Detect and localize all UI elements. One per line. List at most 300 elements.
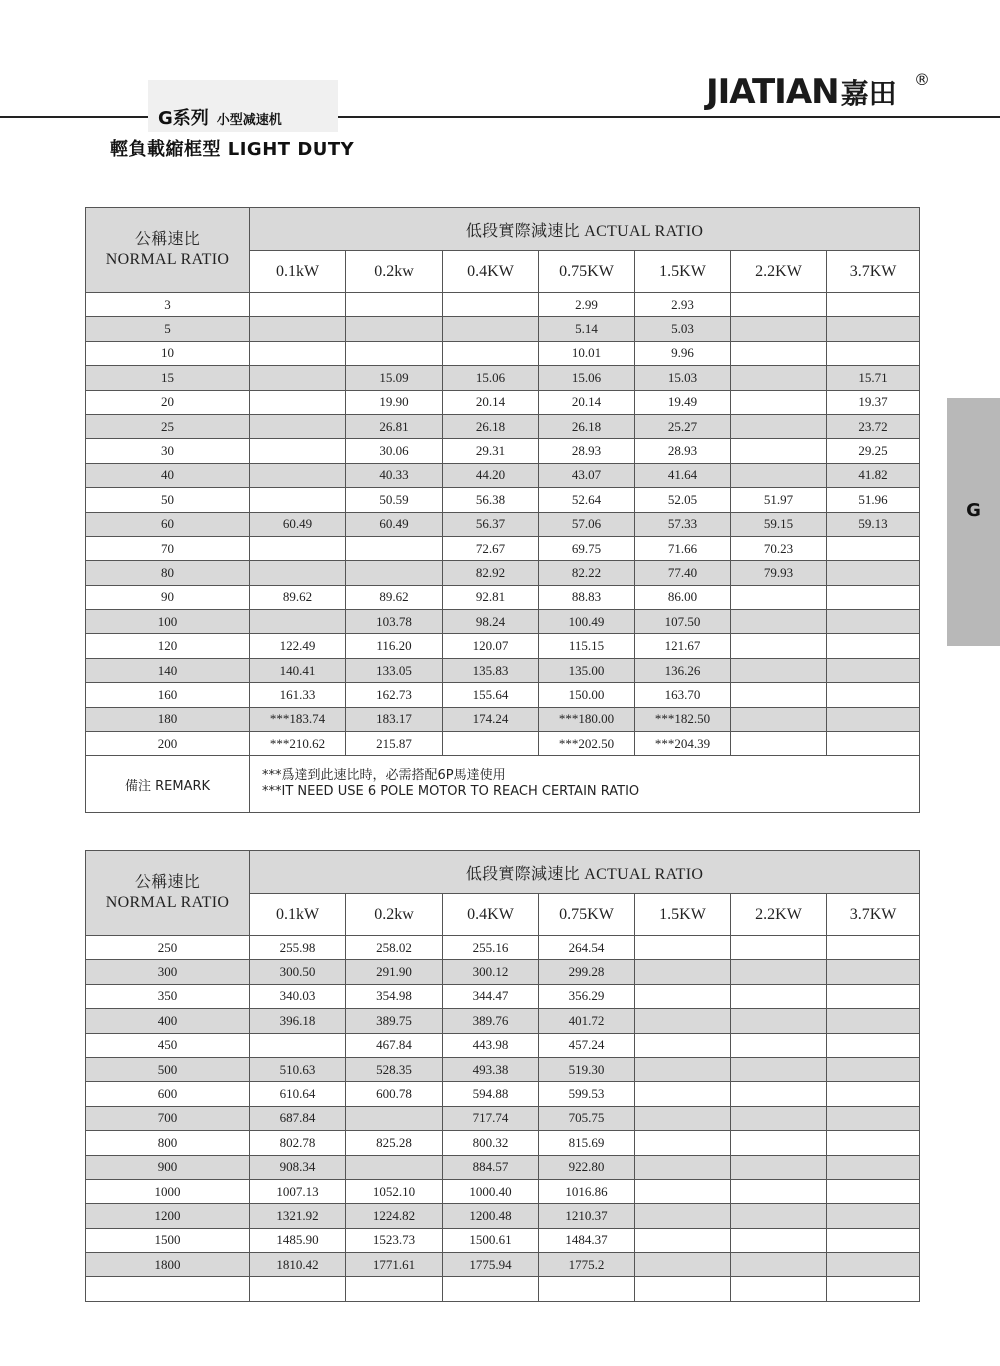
actual-ratio-cell: 183.17 — [346, 707, 443, 731]
actual-ratio-cell — [731, 463, 827, 487]
actual-ratio-cell — [731, 658, 827, 682]
actual-ratio-cell: 116.20 — [346, 634, 443, 658]
actual-ratio-cell: 71.66 — [635, 536, 731, 560]
actual-ratio-cell: 26.18 — [539, 414, 635, 438]
power-header: 0.4KW — [443, 251, 539, 293]
actual-ratio-cell: 52.05 — [635, 488, 731, 512]
actual-ratio-cell — [731, 610, 827, 634]
actual-ratio-cell — [731, 317, 827, 341]
actual-ratio-cell — [250, 390, 346, 414]
actual-ratio-cell: 705.75 — [539, 1106, 635, 1130]
actual-ratio-cell: 30.06 — [346, 439, 443, 463]
actual-ratio-cell — [731, 1033, 827, 1057]
nominal-ratio-label-en: NORMAL RATIO — [105, 251, 230, 268]
actual-ratio-cell — [250, 1277, 346, 1301]
actual-ratio-cell: 120.07 — [443, 634, 539, 658]
actual-ratio-cell: 1775.94 — [443, 1253, 539, 1277]
nominal-ratio-cell: 140 — [86, 658, 250, 682]
table-row — [86, 936, 920, 960]
section-tab — [947, 398, 1000, 646]
actual-ratio-cell: 15.03 — [635, 366, 731, 390]
actual-ratio-cell: 140.41 — [250, 658, 346, 682]
table-row — [86, 1033, 920, 1057]
actual-ratio-cell: 136.26 — [635, 658, 731, 682]
actual-ratio-cell: 264.54 — [539, 936, 635, 960]
nominal-ratio-cell: 350 — [86, 984, 250, 1008]
power-header: 0.75KW — [539, 251, 635, 293]
actual-ratio-cell — [443, 293, 539, 317]
actual-ratio-cell: 79.93 — [731, 561, 827, 585]
actual-ratio-cell — [731, 1106, 827, 1130]
nominal-ratio-cell: 90 — [86, 585, 250, 609]
actual-ratio-cell — [635, 936, 731, 960]
nominal-ratio-cell: 1200 — [86, 1204, 250, 1228]
nominal-ratio-cell: 900 — [86, 1155, 250, 1179]
section-tab-label: G — [966, 500, 981, 521]
actual-ratio-cell — [827, 1179, 920, 1203]
actual-ratio-cell — [250, 488, 346, 512]
actual-ratio-cell: 599.53 — [539, 1082, 635, 1106]
actual-ratio-cell: 825.28 — [346, 1131, 443, 1155]
actual-ratio-cell — [731, 960, 827, 984]
actual-ratio-cell — [827, 634, 920, 658]
table-row — [86, 1106, 920, 1130]
table-row — [86, 463, 920, 487]
actual-ratio-cell — [827, 707, 920, 731]
table-row — [86, 1082, 920, 1106]
table-row — [86, 960, 920, 984]
actual-ratio-cell — [827, 683, 920, 707]
actual-ratio-cell: 19.90 — [346, 390, 443, 414]
actual-ratio-cell: ***183.74 — [250, 707, 346, 731]
nominal-ratio-cell: 1000 — [86, 1179, 250, 1203]
brand-logo — [706, 72, 897, 112]
actual-ratio-cell: 28.93 — [635, 439, 731, 463]
nominal-ratio-cell: 40 — [86, 463, 250, 487]
actual-ratio-cell: 77.40 — [635, 561, 731, 585]
actual-ratio-cell — [827, 936, 920, 960]
actual-ratio-cell: 20.14 — [443, 390, 539, 414]
actual-ratio-cell: 1016.86 — [539, 1179, 635, 1203]
actual-ratio-cell — [827, 585, 920, 609]
nominal-ratio-cell: 120 — [86, 634, 250, 658]
actual-ratio-cell: 50.59 — [346, 488, 443, 512]
actual-ratio-cell — [539, 1277, 635, 1301]
actual-ratio-cell — [827, 984, 920, 1008]
actual-ratio-cell — [827, 317, 920, 341]
actual-ratio-cell: 1000.40 — [443, 1179, 539, 1203]
actual-ratio-cell: 467.84 — [346, 1033, 443, 1057]
ratio-table-low — [85, 207, 920, 813]
actual-ratio-cell: 15.06 — [539, 366, 635, 390]
actual-ratio-cell — [731, 439, 827, 463]
actual-ratio-cell: 72.67 — [443, 536, 539, 560]
actual-ratio-cell — [250, 414, 346, 438]
actual-ratio-cell: 255.16 — [443, 936, 539, 960]
actual-ratio-cell — [731, 390, 827, 414]
table-row — [86, 707, 920, 731]
actual-ratio-cell: 41.82 — [827, 463, 920, 487]
table-row — [86, 585, 920, 609]
actual-ratio-cell: 29.25 — [827, 439, 920, 463]
actual-ratio-cell — [635, 1204, 731, 1228]
table-row — [86, 1009, 920, 1033]
table-row — [86, 1057, 920, 1081]
power-header: 0.4KW — [443, 894, 539, 936]
actual-ratio-cell: 1007.13 — [250, 1179, 346, 1203]
power-header: 0.75KW — [539, 894, 635, 936]
nominal-ratio-cell: 800 — [86, 1131, 250, 1155]
actual-ratio-cell — [827, 658, 920, 682]
actual-ratio-cell: 69.75 — [539, 536, 635, 560]
actual-ratio-cell: 88.83 — [539, 585, 635, 609]
table-row — [86, 658, 920, 682]
table-row — [86, 1179, 920, 1203]
table-row — [86, 512, 920, 536]
actual-ratio-cell: 15.09 — [346, 366, 443, 390]
series-name: G系列 — [158, 108, 209, 129]
actual-ratio-cell: 356.29 — [539, 984, 635, 1008]
actual-ratio-cell: 26.81 — [346, 414, 443, 438]
actual-ratio-cell — [443, 1277, 539, 1301]
actual-ratio-cell — [346, 317, 443, 341]
actual-ratio-cell: 23.72 — [827, 414, 920, 438]
actual-ratio-cell: ***182.50 — [635, 707, 731, 731]
actual-ratio-cell — [731, 414, 827, 438]
table-row — [86, 366, 920, 390]
table-row — [86, 1155, 920, 1179]
actual-ratio-cell — [635, 1253, 731, 1277]
table-row — [86, 293, 920, 317]
nominal-ratio-cell: 160 — [86, 683, 250, 707]
nominal-ratio-cell: 300 — [86, 960, 250, 984]
actual-ratio-cell — [443, 317, 539, 341]
actual-ratio-cell: 396.18 — [250, 1009, 346, 1033]
actual-ratio-cell: 1321.92 — [250, 1204, 346, 1228]
actual-ratio-cell — [346, 1277, 443, 1301]
table-row — [86, 341, 920, 365]
actual-ratio-cell: 162.73 — [346, 683, 443, 707]
actual-ratio-cell: 354.98 — [346, 984, 443, 1008]
table-row — [86, 390, 920, 414]
table-row — [86, 414, 920, 438]
table-row — [86, 536, 920, 560]
actual-ratio-cell: 135.00 — [539, 658, 635, 682]
actual-ratio-cell — [731, 341, 827, 365]
nominal-ratio-cell: 600 — [86, 1082, 250, 1106]
nominal-ratio-label-cn: 公稱速比 — [134, 231, 201, 248]
actual-ratio-header: 低段實際減速比 ACTUAL RATIO — [250, 851, 920, 894]
power-header: 0.2kw — [346, 894, 443, 936]
actual-ratio-cell: 86.00 — [635, 585, 731, 609]
actual-ratio-cell: 443.98 — [443, 1033, 539, 1057]
actual-ratio-cell: 57.33 — [635, 512, 731, 536]
actual-ratio-cell — [827, 1131, 920, 1155]
actual-ratio-cell — [827, 1057, 920, 1081]
actual-ratio-cell: 150.00 — [539, 683, 635, 707]
actual-ratio-cell — [250, 366, 346, 390]
actual-ratio-cell — [731, 1009, 827, 1033]
actual-ratio-cell: 908.34 — [250, 1155, 346, 1179]
actual-ratio-cell — [731, 732, 827, 756]
actual-ratio-cell — [827, 561, 920, 585]
actual-ratio-cell — [731, 707, 827, 731]
actual-ratio-cell — [250, 1033, 346, 1057]
power-header: 3.7KW — [827, 251, 920, 293]
actual-ratio-cell: 15.71 — [827, 366, 920, 390]
series-subtitle: 小型减速机 — [216, 113, 282, 128]
actual-ratio-cell: 26.18 — [443, 414, 539, 438]
nominal-ratio-cell: 3 — [86, 293, 250, 317]
actual-ratio-cell: 122.49 — [250, 634, 346, 658]
actual-ratio-cell: 82.22 — [539, 561, 635, 585]
actual-ratio-cell: 28.93 — [539, 439, 635, 463]
table-row — [86, 610, 920, 634]
actual-ratio-cell — [346, 536, 443, 560]
table-row — [86, 488, 920, 512]
actual-ratio-cell: 610.64 — [250, 1082, 346, 1106]
actual-ratio-cell — [731, 936, 827, 960]
actual-ratio-cell: 82.92 — [443, 561, 539, 585]
actual-ratio-cell: 687.84 — [250, 1106, 346, 1130]
actual-ratio-cell: ***210.62 — [250, 732, 346, 756]
nominal-ratio-cell: 250 — [86, 936, 250, 960]
actual-ratio-cell: 510.63 — [250, 1057, 346, 1081]
actual-ratio-cell — [346, 341, 443, 365]
page-subtitle: 輕負載縮框型 LIGHT DUTY — [110, 139, 355, 160]
power-header: 0.1kW — [250, 894, 346, 936]
actual-ratio-cell: 1775.2 — [539, 1253, 635, 1277]
nominal-ratio-header — [86, 851, 250, 936]
actual-ratio-cell: 1052.10 — [346, 1179, 443, 1203]
actual-ratio-cell — [250, 341, 346, 365]
actual-ratio-cell: ***204.39 — [635, 732, 731, 756]
actual-ratio-cell — [346, 561, 443, 585]
actual-ratio-cell: 52.64 — [539, 488, 635, 512]
actual-ratio-cell — [731, 984, 827, 1008]
actual-ratio-cell: 300.50 — [250, 960, 346, 984]
actual-ratio-cell: 1224.82 — [346, 1204, 443, 1228]
remark-label: 備注 REMARK — [86, 756, 250, 813]
actual-ratio-cell — [731, 634, 827, 658]
actual-ratio-cell — [635, 1155, 731, 1179]
power-header: 0.1kW — [250, 251, 346, 293]
actual-ratio-cell: 89.62 — [250, 585, 346, 609]
actual-ratio-cell: 40.33 — [346, 463, 443, 487]
actual-ratio-cell: 41.64 — [635, 463, 731, 487]
actual-ratio-cell: 43.07 — [539, 463, 635, 487]
actual-ratio-cell — [443, 341, 539, 365]
actual-ratio-cell — [635, 984, 731, 1008]
actual-ratio-cell: 174.24 — [443, 707, 539, 731]
actual-ratio-cell: 389.76 — [443, 1009, 539, 1033]
nominal-ratio-label-en: NORMAL RATIO — [105, 894, 230, 911]
actual-ratio-cell — [827, 1228, 920, 1252]
nominal-ratio-cell: 10 — [86, 341, 250, 365]
actual-ratio-cell: 389.75 — [346, 1009, 443, 1033]
actual-ratio-cell: 70.23 — [731, 536, 827, 560]
actual-ratio-cell — [731, 1204, 827, 1228]
actual-ratio-cell: 815.69 — [539, 1131, 635, 1155]
actual-ratio-cell: 300.12 — [443, 960, 539, 984]
actual-ratio-cell: 2.99 — [539, 293, 635, 317]
actual-ratio-cell: 60.49 — [346, 512, 443, 536]
actual-ratio-cell — [827, 1253, 920, 1277]
actual-ratio-cell — [635, 1106, 731, 1130]
actual-ratio-cell: 1810.42 — [250, 1253, 346, 1277]
actual-ratio-cell: 59.15 — [731, 512, 827, 536]
actual-ratio-cell — [346, 293, 443, 317]
actual-ratio-cell: 5.03 — [635, 317, 731, 341]
nominal-ratio-cell: 20 — [86, 390, 250, 414]
actual-ratio-cell: 133.05 — [346, 658, 443, 682]
actual-ratio-cell: 121.67 — [635, 634, 731, 658]
actual-ratio-cell: 5.14 — [539, 317, 635, 341]
actual-ratio-cell — [827, 1277, 920, 1301]
ratio-table-high — [85, 850, 920, 1302]
actual-ratio-cell: 161.33 — [250, 683, 346, 707]
table-row — [86, 984, 920, 1008]
actual-ratio-cell: 717.74 — [443, 1106, 539, 1130]
table-row — [86, 634, 920, 658]
actual-ratio-cell: 57.06 — [539, 512, 635, 536]
actual-ratio-cell — [731, 1228, 827, 1252]
nominal-ratio-header — [86, 208, 250, 293]
nominal-ratio-cell: 50 — [86, 488, 250, 512]
actual-ratio-cell: 10.01 — [539, 341, 635, 365]
actual-ratio-cell — [731, 1082, 827, 1106]
actual-ratio-cell — [635, 1082, 731, 1106]
actual-ratio-cell: 344.47 — [443, 984, 539, 1008]
actual-ratio-cell: 493.38 — [443, 1057, 539, 1081]
actual-ratio-cell — [827, 610, 920, 634]
actual-ratio-cell: 107.50 — [635, 610, 731, 634]
actual-ratio-cell — [827, 1155, 920, 1179]
actual-ratio-cell: 51.96 — [827, 488, 920, 512]
actual-ratio-cell: ***202.50 — [539, 732, 635, 756]
nominal-ratio-cell: 5 — [86, 317, 250, 341]
actual-ratio-cell — [635, 1228, 731, 1252]
table-row — [86, 1277, 920, 1301]
nominal-ratio-cell: 1800 — [86, 1253, 250, 1277]
actual-ratio-cell: 59.13 — [827, 512, 920, 536]
actual-ratio-cell — [731, 293, 827, 317]
actual-ratio-cell: 215.87 — [346, 732, 443, 756]
brand-name-cn: 嘉田 — [840, 77, 897, 110]
nominal-ratio-cell: 25 — [86, 414, 250, 438]
actual-ratio-cell: 255.98 — [250, 936, 346, 960]
actual-ratio-cell — [635, 1131, 731, 1155]
nominal-ratio-cell: 450 — [86, 1033, 250, 1057]
actual-ratio-cell: 884.57 — [443, 1155, 539, 1179]
nominal-ratio-cell: 700 — [86, 1106, 250, 1130]
actual-ratio-cell: 258.02 — [346, 936, 443, 960]
actual-ratio-cell: 457.24 — [539, 1033, 635, 1057]
actual-ratio-cell: 922.80 — [539, 1155, 635, 1179]
power-header: 2.2KW — [731, 894, 827, 936]
header-rule-right — [338, 116, 1000, 118]
actual-ratio-cell: 519.30 — [539, 1057, 635, 1081]
actual-ratio-cell — [731, 366, 827, 390]
actual-ratio-cell: 25.27 — [635, 414, 731, 438]
actual-ratio-cell — [731, 1179, 827, 1203]
actual-ratio-cell — [731, 1131, 827, 1155]
actual-ratio-cell — [827, 341, 920, 365]
header-rule-left — [0, 116, 148, 118]
actual-ratio-cell: 291.90 — [346, 960, 443, 984]
actual-ratio-cell — [346, 1155, 443, 1179]
nominal-ratio-cell: 30 — [86, 439, 250, 463]
actual-ratio-cell — [346, 1106, 443, 1130]
nominal-ratio-cell: 1500 — [86, 1228, 250, 1252]
actual-ratio-cell — [250, 439, 346, 463]
actual-ratio-cell — [827, 1009, 920, 1033]
table-row — [86, 317, 920, 341]
power-header: 3.7KW — [827, 894, 920, 936]
actual-ratio-cell: 100.49 — [539, 610, 635, 634]
actual-ratio-cell — [635, 960, 731, 984]
actual-ratio-cell: 528.35 — [346, 1057, 443, 1081]
actual-ratio-cell — [443, 732, 539, 756]
actual-ratio-cell: 56.38 — [443, 488, 539, 512]
actual-ratio-cell: 44.20 — [443, 463, 539, 487]
nominal-ratio-cell: 80 — [86, 561, 250, 585]
power-header: 1.5KW — [635, 894, 731, 936]
nominal-ratio-cell: 180 — [86, 707, 250, 731]
nominal-ratio-label-cn: 公稱速比 — [134, 874, 201, 891]
actual-ratio-cell — [250, 536, 346, 560]
power-header: 2.2KW — [731, 251, 827, 293]
actual-ratio-cell — [731, 683, 827, 707]
actual-ratio-cell — [635, 1057, 731, 1081]
actual-ratio-cell: 1210.37 — [539, 1204, 635, 1228]
nominal-ratio-cell: 60 — [86, 512, 250, 536]
actual-ratio-cell: 29.31 — [443, 439, 539, 463]
actual-ratio-cell — [635, 1277, 731, 1301]
table-row — [86, 439, 920, 463]
table-row — [86, 732, 920, 756]
nominal-ratio-cell: 100 — [86, 610, 250, 634]
actual-ratio-cell — [250, 317, 346, 341]
table-row — [86, 1131, 920, 1155]
actual-ratio-cell: 98.24 — [443, 610, 539, 634]
actual-ratio-cell: 800.32 — [443, 1131, 539, 1155]
actual-ratio-cell: 401.72 — [539, 1009, 635, 1033]
actual-ratio-cell: 19.37 — [827, 390, 920, 414]
actual-ratio-cell — [827, 1082, 920, 1106]
actual-ratio-cell: 155.64 — [443, 683, 539, 707]
actual-ratio-cell: 1771.61 — [346, 1253, 443, 1277]
actual-ratio-cell: 1200.48 — [443, 1204, 539, 1228]
series-title — [158, 104, 282, 130]
actual-ratio-cell: 89.62 — [346, 585, 443, 609]
actual-ratio-cell: 60.49 — [250, 512, 346, 536]
actual-ratio-header: 低段實際減速比 ACTUAL RATIO — [250, 208, 920, 251]
actual-ratio-cell: 103.78 — [346, 610, 443, 634]
actual-ratio-cell: 15.06 — [443, 366, 539, 390]
table-row — [86, 683, 920, 707]
nominal-ratio-cell: 200 — [86, 732, 250, 756]
actual-ratio-cell: 1485.90 — [250, 1228, 346, 1252]
actual-ratio-cell: 51.97 — [731, 488, 827, 512]
actual-ratio-cell — [827, 960, 920, 984]
table-row — [86, 561, 920, 585]
actual-ratio-cell — [827, 1033, 920, 1057]
remark-line-en: ***IT NEED USE 6 POLE MOTOR TO REACH CERTAIN RATIO — [262, 784, 640, 800]
actual-ratio-cell: 299.28 — [539, 960, 635, 984]
power-header: 0.2kw — [346, 251, 443, 293]
actual-ratio-cell: 594.88 — [443, 1082, 539, 1106]
